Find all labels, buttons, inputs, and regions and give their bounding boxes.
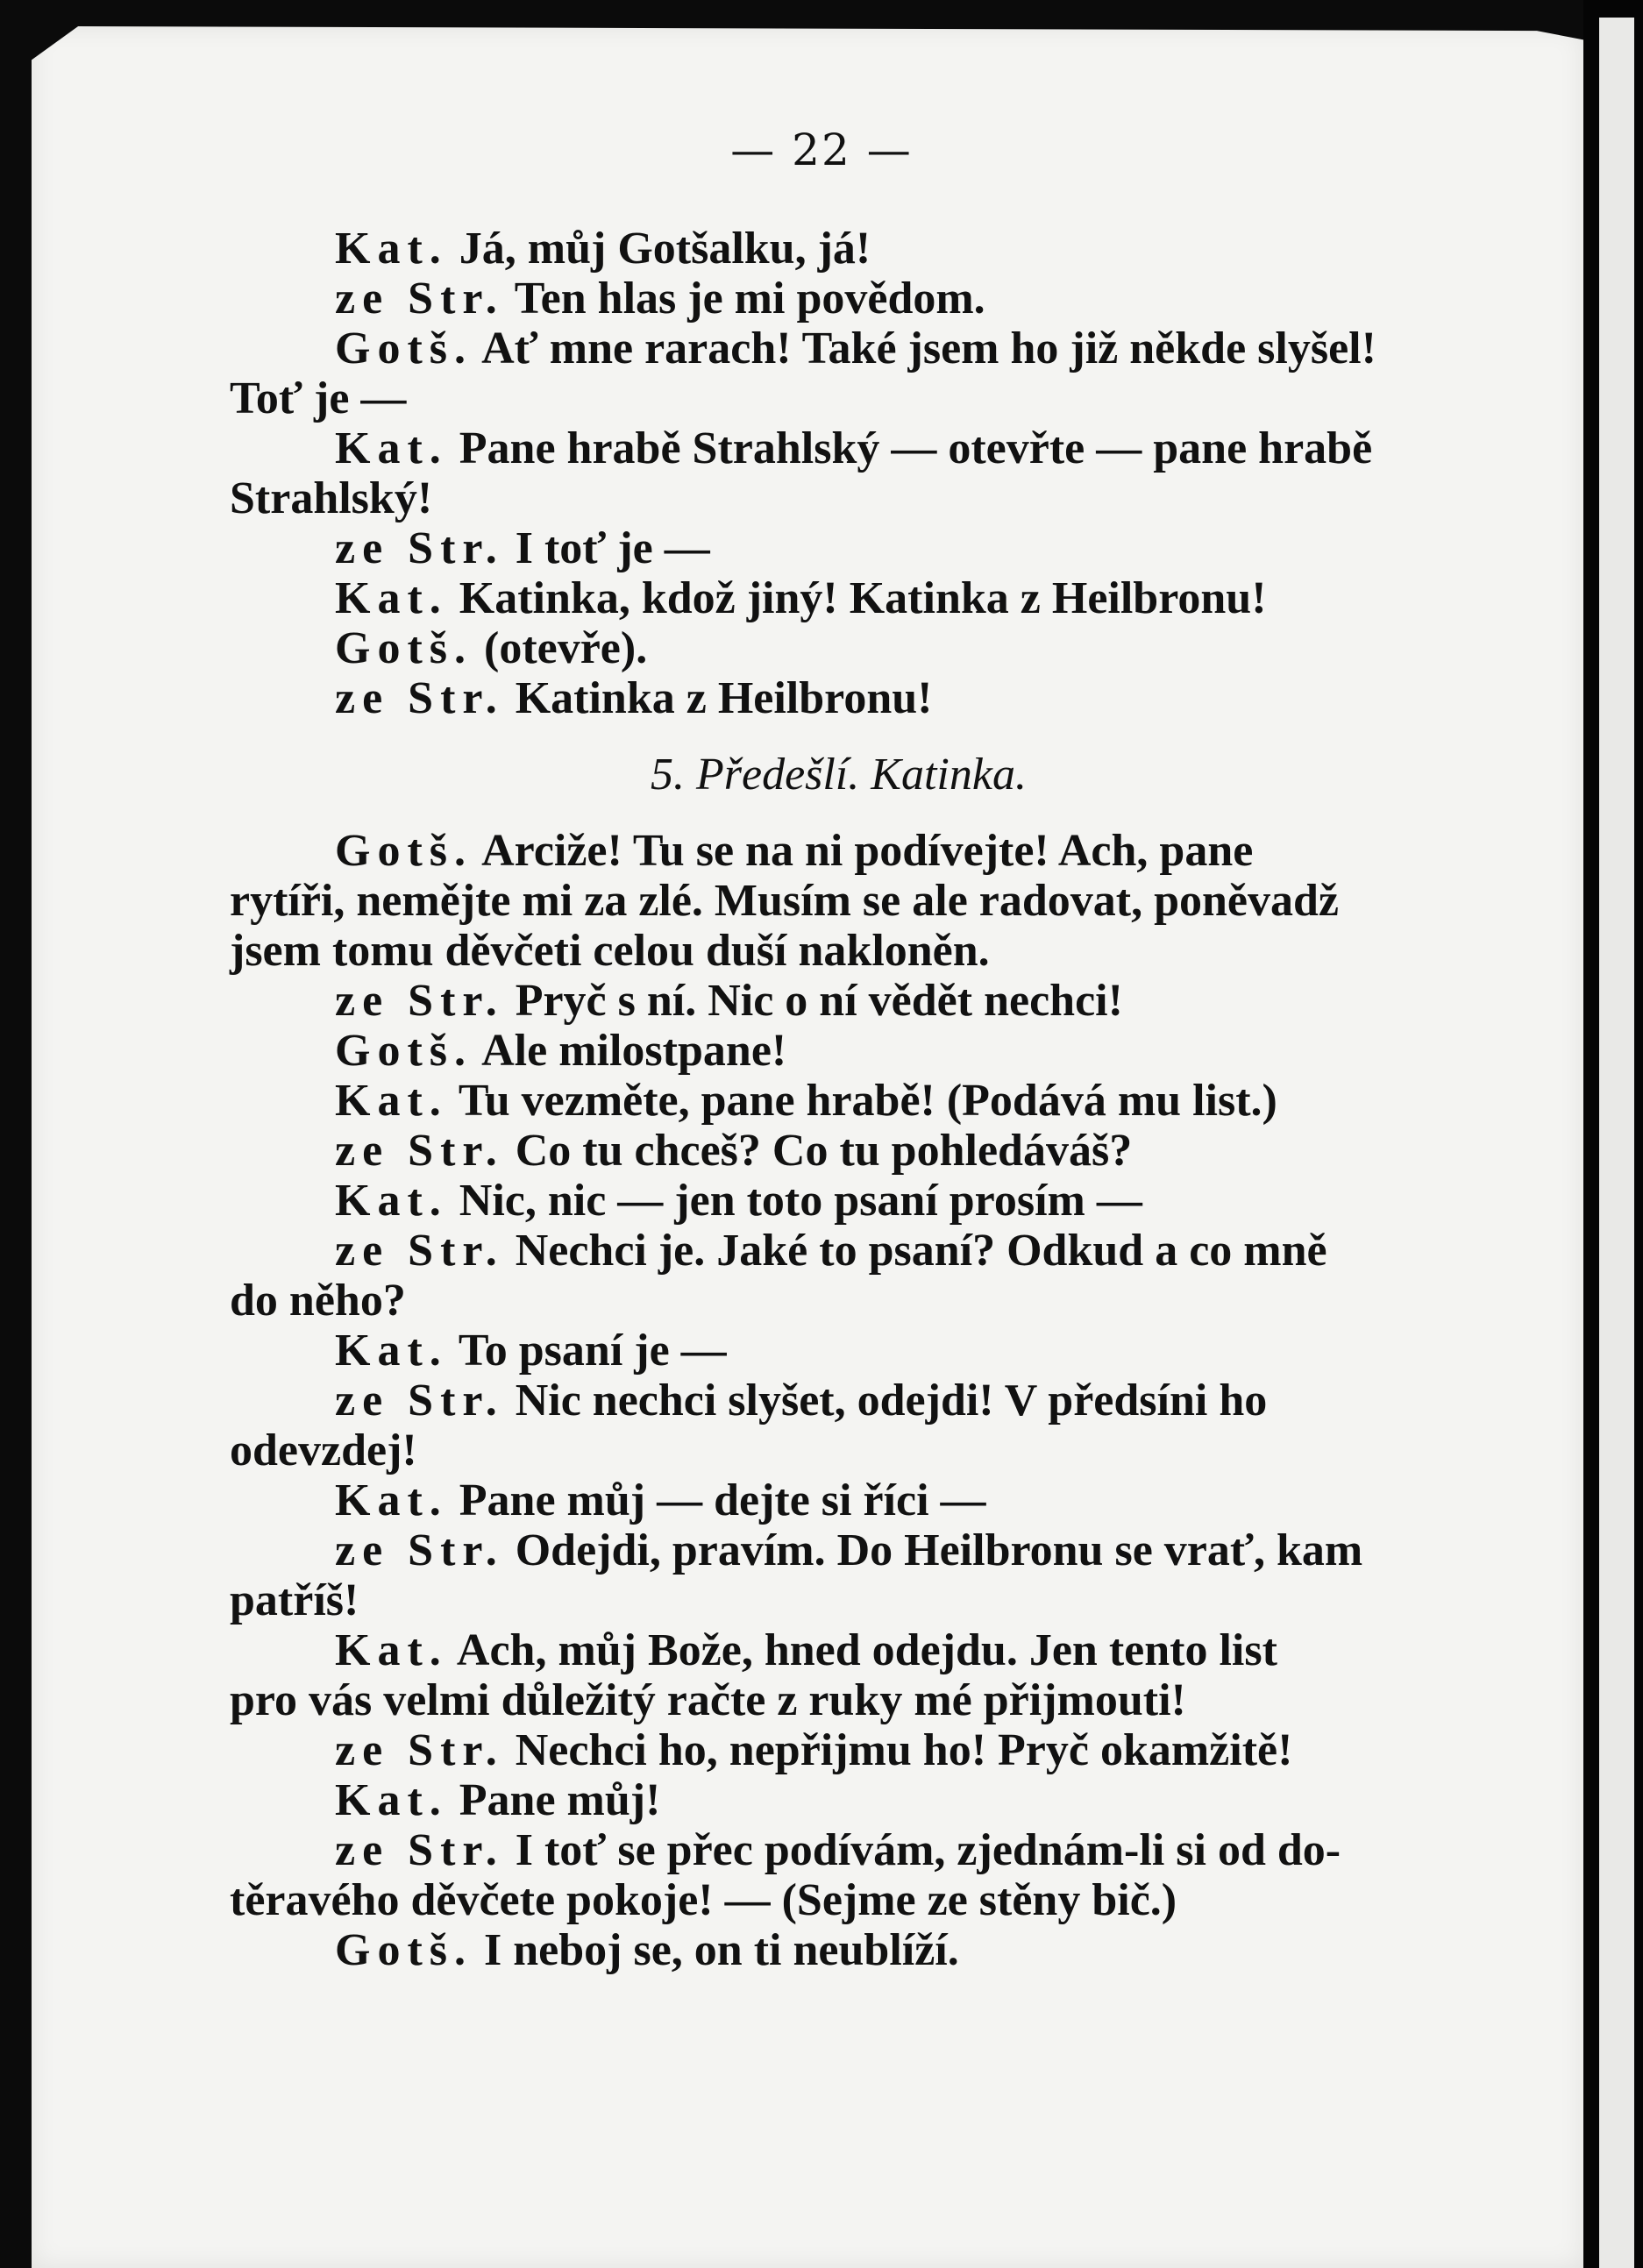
line-text: Katinka z Heilbronu! <box>503 673 933 723</box>
speaker-name: Gotš. <box>335 1925 473 1975</box>
text-line <box>230 1475 1536 1525</box>
text-line <box>230 926 1536 976</box>
line-text: I neboj se, on ti neublíží. <box>473 1925 959 1975</box>
text-line <box>230 423 1536 473</box>
text-line <box>230 1775 1536 1825</box>
speaker-name: Kat. <box>335 423 448 473</box>
line-text: těravého děvčete pokoje! — (Sejme ze stěny bič.) <box>230 1875 1177 1925</box>
speaker-name: ze Str. <box>335 1126 504 1176</box>
speaker-name: ze Str. <box>335 976 504 1026</box>
speaker-name: Gotš. <box>335 323 473 373</box>
text-line <box>230 1525 1536 1575</box>
line-text: I toť se přec podívám, zjednám-li si od do- <box>503 1825 1341 1875</box>
text-line <box>230 1925 1536 1975</box>
line-text: do něho? <box>230 1276 406 1326</box>
line-text: Pane můj — dejte si říci — <box>447 1475 986 1525</box>
page-number: — 22 — <box>730 124 913 175</box>
speaker-name: Kat. <box>335 1475 448 1525</box>
line-text: Nic, nic — jen toto psaní prosím — <box>447 1176 1142 1226</box>
line-text: Nechci je. Jaké to psaní? Odkud a co mně <box>503 1226 1327 1276</box>
speaker-name: Kat. <box>335 1775 448 1825</box>
scene-heading <box>230 750 1536 800</box>
text-line <box>230 1825 1536 1875</box>
speaker-name: Gotš. <box>335 623 473 673</box>
text-line <box>230 1725 1536 1775</box>
speaker-name: Kat. <box>335 1625 448 1675</box>
line-text: Odejdi, pravím. Do Heilbronu se vrať, kam <box>503 1525 1363 1575</box>
play-text <box>230 224 1536 1975</box>
line-text: odevzdej! <box>230 1425 417 1475</box>
speaker-name: ze Str. <box>335 673 504 723</box>
speaker-name: ze Str. <box>335 1376 504 1425</box>
line-text: Katinka, kdož jiný! Katinka z Heilbronu! <box>447 573 1267 623</box>
text-line <box>230 274 1536 323</box>
speaker-name: ze Str. <box>335 1525 504 1575</box>
line-text: patříš! <box>230 1575 359 1625</box>
speaker-name: Gotš. <box>335 1026 473 1076</box>
line-text: Pryč s ní. Nic o ní vědět nechci! <box>503 976 1123 1026</box>
line-text: I toť je — <box>503 523 710 573</box>
text-line <box>230 573 1536 623</box>
text-line <box>230 1126 1536 1176</box>
text-line <box>230 1026 1536 1076</box>
line-text: Ach, můj Bože, hned odejdu. Jen tento list <box>447 1625 1277 1675</box>
line-text: pro vás velmi důležitý račte z ruky mé přijmouti! <box>230 1675 1186 1725</box>
line-text: jsem tomu děvčeti celou duší nakloněn. <box>230 926 990 976</box>
speaker-name: ze Str. <box>335 523 504 573</box>
text-line <box>230 826 1536 876</box>
speaker-name: ze Str. <box>335 1226 504 1276</box>
text-line <box>230 1226 1536 1276</box>
line-text: Ten hlas je mi povědom. <box>503 274 985 323</box>
line-text: Já, můj Gotšalku, já! <box>447 224 871 274</box>
text-line <box>230 1875 1536 1925</box>
speaker-name: Kat. <box>335 1076 448 1126</box>
text-line <box>230 473 1536 523</box>
text-line <box>230 673 1536 723</box>
text-line <box>230 976 1536 1026</box>
text-line <box>230 323 1536 373</box>
line-text: rytíři, nemějte mi za zlé. Musím se ale radovat, poněvadž <box>230 876 1340 926</box>
speaker-name: Gotš. <box>335 826 473 876</box>
line-text: Tu vezměte, pane hrabě! (Podává mu list.) <box>447 1076 1277 1126</box>
line-text: Pane můj! <box>447 1775 661 1825</box>
text-line <box>230 1276 1536 1326</box>
line-text: Pane hrabě Strahlský — otevřte — pane hrabě <box>447 423 1373 473</box>
line-text: Nechci ho, nepřijmu ho! Pryč okamžitě! <box>503 1725 1293 1775</box>
speaker-name: Kat. <box>335 1176 448 1226</box>
text-line <box>230 523 1536 573</box>
text-line <box>230 876 1536 926</box>
text-line <box>230 1675 1536 1725</box>
line-text: Arciže! Tu se na ni podívejte! Ach, pane <box>473 826 1254 876</box>
line-text: Co tu chceš? Co tu pohledáváš? <box>503 1126 1133 1176</box>
line-text: Ať mne rarach! Také jsem ho již někde slyšel! <box>473 323 1376 373</box>
text-line <box>230 1425 1536 1475</box>
line-text: To psaní je — <box>447 1326 727 1376</box>
text-line <box>230 373 1536 423</box>
line-text: Strahlský! <box>230 473 433 523</box>
speaker-name: ze Str. <box>335 1725 504 1775</box>
line-text: (otevře). <box>473 623 648 673</box>
line-text: Toť je — <box>230 373 407 423</box>
speaker-name: Kat. <box>335 573 448 623</box>
speaker-name: ze Str. <box>335 274 504 323</box>
line-text: Nic nechci slyšet, odejdi! V předsíni ho <box>503 1376 1268 1425</box>
text-line <box>230 623 1536 673</box>
speaker-name: ze Str. <box>335 1825 504 1875</box>
text-line <box>230 1326 1536 1376</box>
text-line <box>230 1625 1536 1675</box>
text-line <box>230 1176 1536 1226</box>
text-line <box>230 1376 1536 1425</box>
text-line <box>230 1076 1536 1126</box>
text-line <box>230 224 1536 274</box>
next-page-edge <box>1599 18 1634 2268</box>
speaker-name: Kat. <box>335 1326 448 1376</box>
line-text: 5. Předešlí. Katinka. <box>651 750 1027 800</box>
speaker-name: Kat. <box>335 224 448 274</box>
line-text: Ale milostpane! <box>473 1026 787 1076</box>
text-line <box>230 1575 1536 1625</box>
